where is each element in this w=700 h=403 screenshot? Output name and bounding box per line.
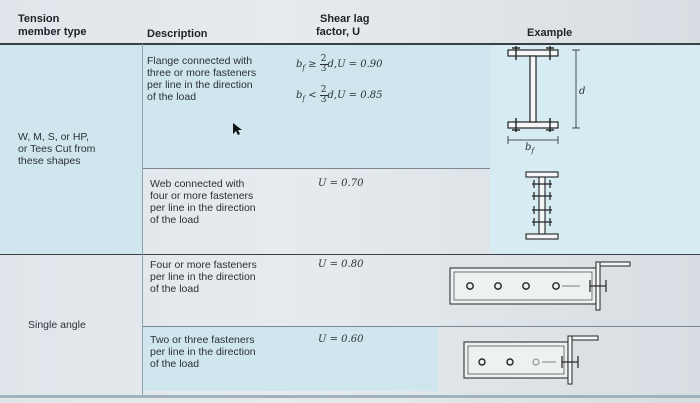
row4-u-value: U = 0.60: [318, 334, 364, 345]
single-angle-four-fastener-diagram: [444, 254, 644, 314]
row1-member-line2: or Tees Cut from: [18, 143, 96, 155]
row3-desc-line1: Four or more fasteners: [150, 259, 257, 271]
row1-u-condition-1: $b_f$ ≥ $\frac{2}{3}$ d,U = 0.90: [296, 54, 383, 74]
mouse-pointer-icon: [232, 122, 244, 136]
w-shape-flange-diagram: [500, 46, 600, 158]
header-description: Description: [147, 28, 208, 40]
row4-desc-line3: of the load: [150, 358, 200, 370]
row3-member-line1: Single angle: [28, 319, 86, 331]
row2-desc-line3: per line in the direction: [150, 202, 256, 214]
header-shear-line1: Shear lag: [320, 13, 370, 25]
header-rule: [0, 43, 700, 45]
row1-member-line3: these shapes: [18, 155, 81, 167]
example-label-bf: $b_f$: [525, 142, 534, 155]
col-divider-1: [142, 44, 143, 396]
row2-desc-line4: of the load: [150, 214, 200, 226]
row1-rule: [142, 168, 490, 169]
row1-desc-line1: Flange connected with: [147, 55, 253, 67]
row3-desc-line2: per line in the direction: [150, 271, 256, 283]
single-angle-two-fastener-diagram: [458, 326, 618, 388]
row4-desc-line2: per line in the direction: [150, 346, 256, 358]
header-example: Example: [527, 27, 573, 39]
row1-u-condition-2: $b_f$ < $\frac{2}{3}$ d,U = 0.85: [296, 85, 383, 105]
row4-desc-line1: Two or three fasteners: [150, 334, 255, 346]
w-shape-web-diagram: [522, 170, 562, 244]
header-type-line2: member type: [18, 26, 87, 38]
row1-desc-line2: three or more fasteners: [147, 67, 257, 79]
row3-desc-line3: of the load: [150, 283, 200, 295]
example-label-d: d: [579, 86, 586, 97]
row1-desc-line3: per line in the direction: [147, 79, 253, 91]
header-type-line1: Tension: [18, 13, 60, 25]
row3-u-value: U = 0.80: [318, 259, 364, 270]
row2-desc-line2: four or more fasteners: [150, 190, 254, 202]
row2-desc-line1: Web connected with: [150, 178, 245, 190]
row1-desc-line4: of the load: [147, 91, 197, 103]
row2-u-value: U = 0.70: [318, 178, 364, 189]
row1-member-line1: W, M, S, or HP,: [18, 131, 89, 143]
header-shear-line2: factor, U: [316, 26, 361, 38]
bottom-rule: [0, 395, 700, 398]
